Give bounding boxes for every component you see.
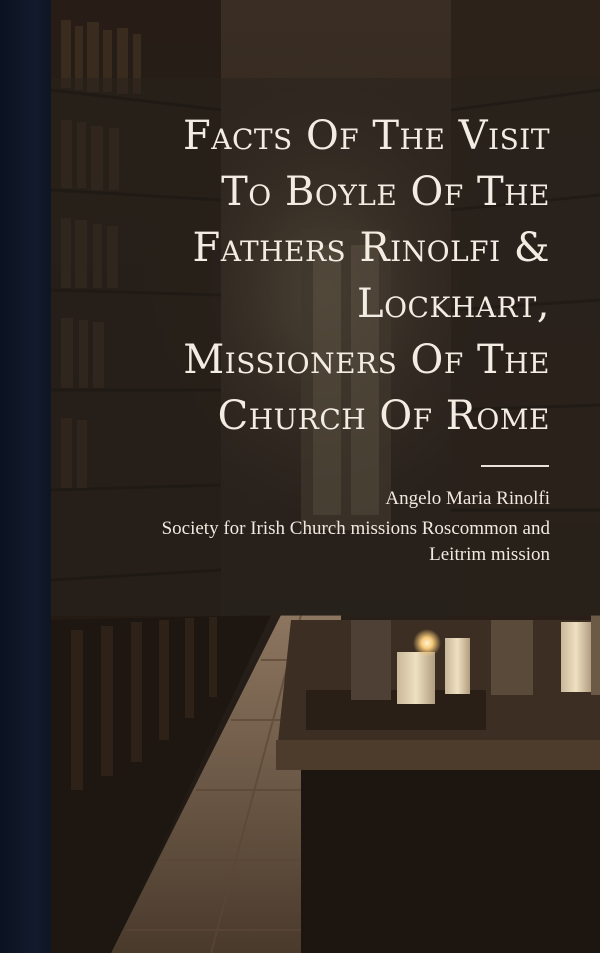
book-title <box>80 108 550 444</box>
title-line: Lockhart, <box>357 281 550 327</box>
author-corporate-line-1: Society for Irish Church missions Roscommon and <box>161 518 550 539</box>
title-divider-rule <box>481 465 549 467</box>
author-corporate-line-2: Leitrim mission <box>429 544 550 565</box>
book-spine <box>0 0 51 953</box>
title-line: Missioners Of The <box>183 337 550 383</box>
author-primary <box>50 486 550 512</box>
author-corporate <box>50 516 550 568</box>
title-line: Fathers Rinolfi & <box>192 225 550 271</box>
title-line: Church Of Rome <box>217 393 550 439</box>
title-line: To Boyle Of The <box>221 169 550 215</box>
candle-table <box>276 615 600 953</box>
title-line: Facts Of The Visit <box>182 113 550 159</box>
author-name: Angelo Maria Rinolfi <box>385 488 550 509</box>
